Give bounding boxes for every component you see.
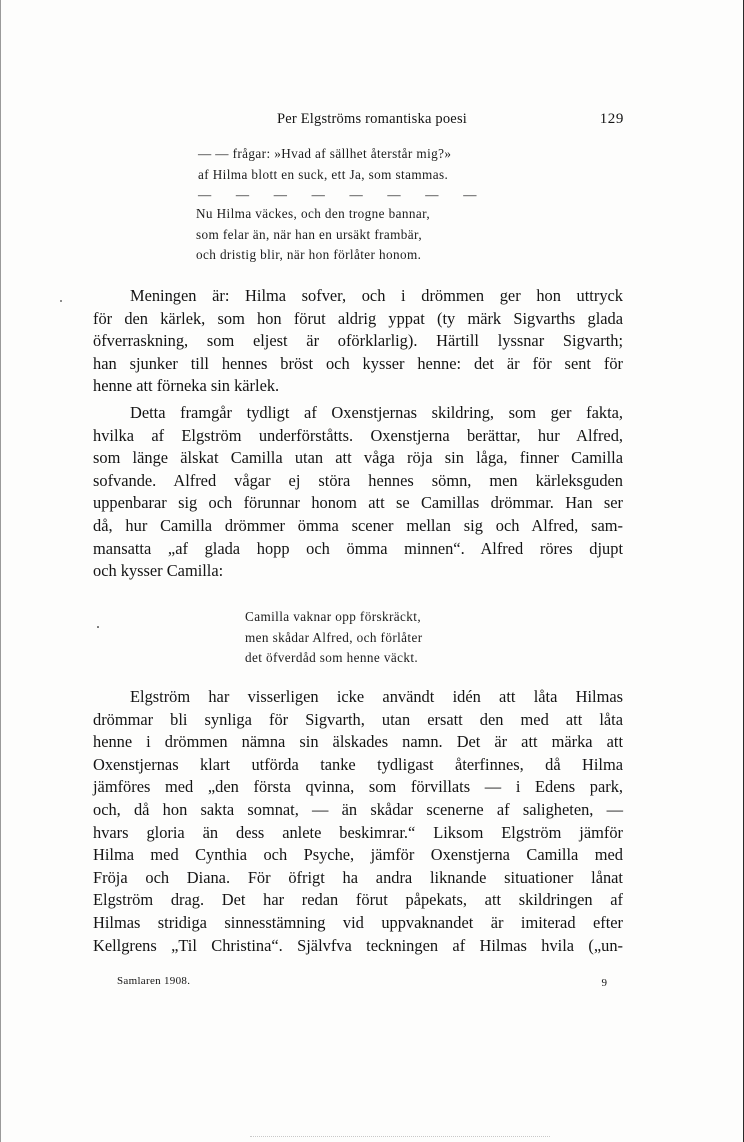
text-line: då, hur Camilla drömmer ömma scener mellan sig och Alfred, sam- [93,515,623,535]
text-line: Hilma med Cynthia och Psyche, jämför Oxenstjerna Camilla med [93,845,623,865]
text-line: drömmar bli synliga för Sigvarth, utan ersatt den med att låta [93,709,623,729]
text-line: mansatta „af glada hopp och ömma minnen“. Alfred röres djupt [93,538,623,558]
text-line: för den kärlek, som hon förut aldrig yppat (ty märk Sigvarths glada [93,308,623,328]
text-line: Meningen är: Hilma sofver, och i drömmen ger hon uttryck [130,286,623,305]
page-number: 129 [599,111,624,127]
verse-line: som felar än, när han en ursäkt frambär, [196,226,423,242]
verse-line: af Hilma blott en suck, ett Ja, som stammas. [198,166,449,182]
text-line: henne i drömmen nämna sin älskades namn. Det är att märka att [93,732,623,752]
verse-quote-1 [198,144,487,206]
verse-line: men skådar Alfred, och förlåter [245,629,423,645]
printer-signature: Samlaren 1908. [117,975,191,987]
paragraph-3 [93,686,623,957]
verse-quote-3 [245,607,423,669]
paragraph-2 [93,402,623,583]
text-line: Detta framgår tydligt af Oxenstjernas skildring, som ger fakta, [130,403,623,422]
page-left-edge [0,0,1,1142]
paragraph-1 [93,285,623,398]
sheet-number: 9 [601,977,607,989]
text-line: Fröja och Diana. För öfrigt ha andra liknande situationer lånat [93,867,623,887]
text-line: Elgström drag. Det har redan förut påpekats, att skildringen af [93,890,623,910]
ellipsis-dash-line: — — — — — — — — [198,187,488,202]
text-line: hvilka af Elgström underförståtts. Oxenstjerna berättar, hur Alfred, [93,425,623,445]
text-line: och, då hon sakta somnat, — än skådar scenerne af saligheten, — [93,799,623,819]
verse-line: och dristig blir, när hon förlåter honom. [196,247,422,262]
page-header [120,111,624,131]
text-line: henne att förneka sin kärlek. [93,376,280,396]
text-line: sofvande. Alfred vågar ej störa hennes sömn, men kärleksguden [93,470,623,490]
text-line: han sjunker till hennes bröst och kysser henne: det är för sent för [93,353,623,373]
verse-quote-2 [196,204,430,266]
text-line: Oxenstjernas klart utförda tanke tydligast återfinnes, då Hilma [93,754,623,774]
verse-line: — — frågar: »Hvad af sällhet återstår mig?» [198,146,452,161]
text-line: och kysser Camilla: [93,561,224,581]
running-head: Per Elgströms romantiska poesi [276,111,468,127]
text-line: öfverraskning, som eljest är oförklarlig). Härtill lyssnar Sigvarth; [93,331,623,351]
text-line: Elgström har visserligen icke användt idén att låta Hilmas [130,687,623,706]
text-line: Kellgrens „Til Christina“. Självfva teckningen af Hilmas hvila („un- [93,935,623,955]
verse-line: det öfverdåd som henne väckt. [245,650,419,665]
text-line: uppenbarar sig och förunnar honom att se Camillas drömmar. Han ser [93,493,623,513]
text-line: som länge älskat Camilla utan att våga röja sin låga, finner Camilla [93,448,623,468]
paper-speck [60,300,62,302]
text-line: jämföres med „den första qvinna, som förvillats — i Edens park, [93,777,623,797]
text-line: hvars gloria än dess anlete beskimrar.“ Liksom Elgström jämför [93,822,623,842]
page-bottom-edge [250,1136,550,1138]
verse-line: Camilla vaknar opp förskräckt, [245,609,422,624]
paper-speck [97,626,99,628]
page-footer [117,975,607,993]
verse-line: Nu Hilma väckes, och den trogne bannar, [196,206,431,221]
text-line: Hilmas stridiga sinnesstämning vid uppvaknandet är imiterad efter [93,912,623,932]
